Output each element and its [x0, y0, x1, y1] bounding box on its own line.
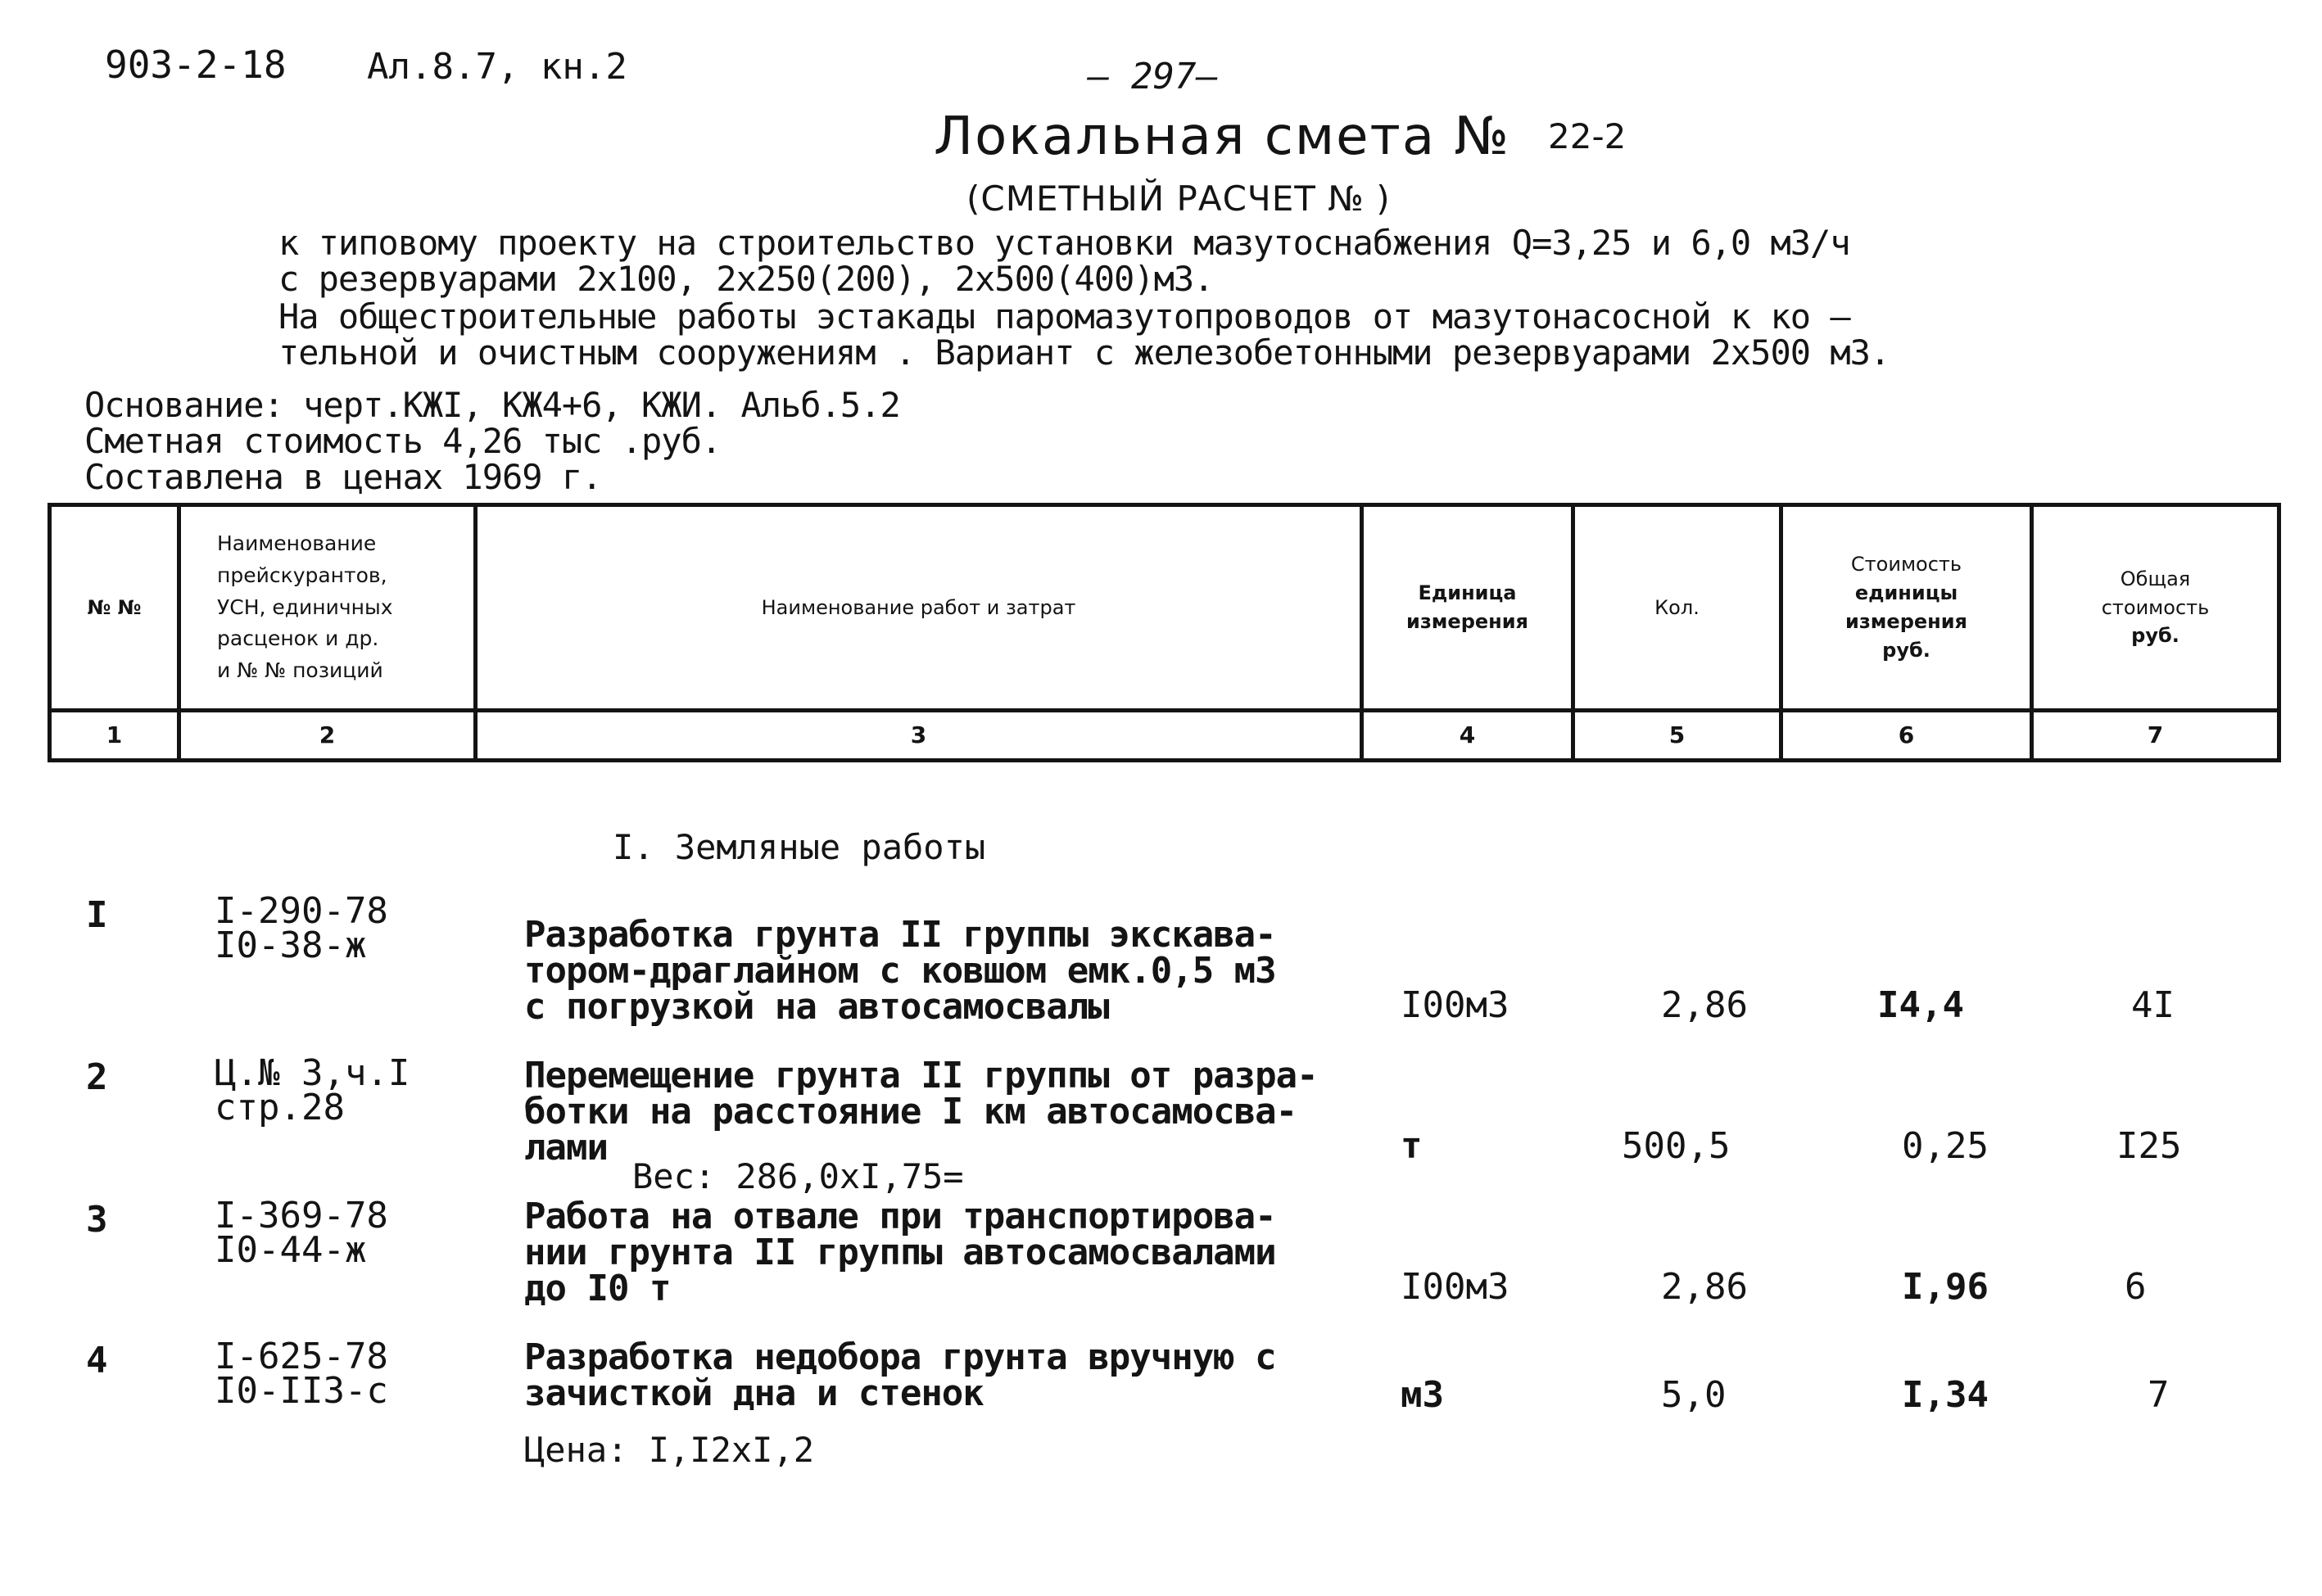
row-description: Работа на отвале при транспортирова- [524, 1196, 1276, 1237]
row-description: зачисткой дна и стенок [524, 1372, 984, 1414]
row-unit-price: 0,25 [1902, 1125, 1989, 1167]
estimate-number: 22-2 [1548, 116, 1627, 156]
row-description: Разработка грунта II группы экскава- [524, 914, 1276, 956]
col-index: 6 [1781, 711, 2032, 761]
col-code-header: Наименование прейскурантов, УСН, единичных расценок и др. и № № позиций [179, 505, 476, 711]
row-total: I25 [2116, 1125, 2182, 1167]
description-line-3: На общестроительные работы эстакады паромазутопроводов от мазутонасосной к ко – [278, 296, 1850, 337]
row-unit: I00м3 [1401, 1266, 1510, 1308]
description-line-1: к типовому проекту на строительство установки мазутоснабжения Q=3,25 и 6,0 м3/ч [278, 223, 1850, 263]
col-description-header: Наименование работ и затрат [476, 505, 1362, 711]
row-description: лами [524, 1127, 608, 1169]
row-code: I0-II3-с [215, 1370, 388, 1412]
row-unit: т [1401, 1125, 1423, 1167]
col-index: 1 [50, 711, 179, 761]
col-index: 4 [1362, 711, 1573, 761]
row-description: нии грунта II группы автосамосвалами [524, 1232, 1276, 1273]
row-code: I0-38-ж [215, 925, 367, 966]
document-code: 903-2-18 [105, 43, 287, 87]
col-total-header: Общая стоимость руб. [2032, 505, 2279, 711]
album-reference: Ал.8.7, кн.2 [367, 46, 627, 88]
row-total: 4I [2131, 984, 2175, 1026]
row-description: тором-драглайном с ковшом емк.0,5 м3 [524, 950, 1276, 992]
row-note: Цена: I,I2хI,2 [524, 1430, 815, 1470]
page-number: — 297— [1088, 56, 1218, 97]
page-subtitle: (СМЕТНЫЙ РАСЧЕТ № ) [966, 179, 1391, 219]
row-quantity: 2,86 [1661, 984, 1748, 1026]
row-total: 7 [2148, 1374, 2170, 1416]
section-title: I. Земляные работы [613, 827, 986, 867]
page-title: Локальная смета № [934, 106, 1510, 167]
col-unit-price-header: Стоимость единицы измерения руб. [1781, 505, 2032, 711]
col-number-header: № № [50, 505, 179, 711]
row-unit: I00м3 [1401, 984, 1510, 1026]
basis-line: Основание: черт.КЖI, КЖ4+6, КЖИ. Альб.5.2 [84, 385, 900, 425]
row-code: I-369-78 [215, 1195, 388, 1237]
row-number: 3 [86, 1199, 108, 1241]
col-unit-header: Единица измерения [1362, 505, 1573, 711]
row-unit-price: I,34 [1902, 1374, 1989, 1416]
row-note: Вес: 286,0хI,75= [632, 1156, 964, 1196]
row-code: стр.28 [215, 1087, 345, 1128]
row-number: I [86, 894, 108, 936]
col-quantity-header: Кол. [1573, 505, 1781, 711]
row-total: 6 [2125, 1266, 2147, 1308]
row-quantity: 2,86 [1661, 1266, 1748, 1308]
col-index: 2 [179, 711, 476, 761]
row-code: Ц.№ 3,ч.I [215, 1052, 410, 1094]
row-code: I-625-78 [215, 1336, 388, 1377]
description-line-2: с резервуарами 2х100, 2х250(200), 2х500(400)м3. [278, 259, 1214, 299]
row-description: ботки на расстояние I км автосамосва- [524, 1091, 1297, 1133]
col-index: 3 [476, 711, 1362, 761]
row-quantity: 500,5 [1622, 1125, 1731, 1167]
row-description: с погрузкой на автосамосвалы [524, 986, 1109, 1028]
row-unit-price: I4,4 [1877, 984, 1964, 1026]
row-description: Разработка недобора грунта вручную с [524, 1336, 1276, 1378]
row-code: I0-44-ж [215, 1229, 367, 1271]
row-quantity: 5,0 [1661, 1374, 1727, 1416]
row-description: до I0 т [524, 1268, 671, 1309]
row-code: I-290-78 [215, 890, 388, 932]
row-unit-price: I,96 [1902, 1266, 1989, 1308]
row-number: 2 [86, 1056, 108, 1098]
prices-year-line: Составлена в ценах 1969 г. [84, 457, 602, 497]
col-index: 5 [1573, 711, 1781, 761]
description-line-4: тельной и очистным сооружениям . Вариант с железобетонными резервуарами 2х500 м3. [278, 332, 1890, 373]
cost-line: Сметная стоимость 4,26 тыс .руб. [84, 421, 722, 461]
row-unit: м3 [1401, 1374, 1444, 1416]
row-number: 4 [86, 1340, 108, 1381]
row-description: Перемещение грунта II группы от разра- [524, 1055, 1318, 1096]
estimate-table-header [48, 503, 2281, 762]
col-index: 7 [2032, 711, 2279, 761]
